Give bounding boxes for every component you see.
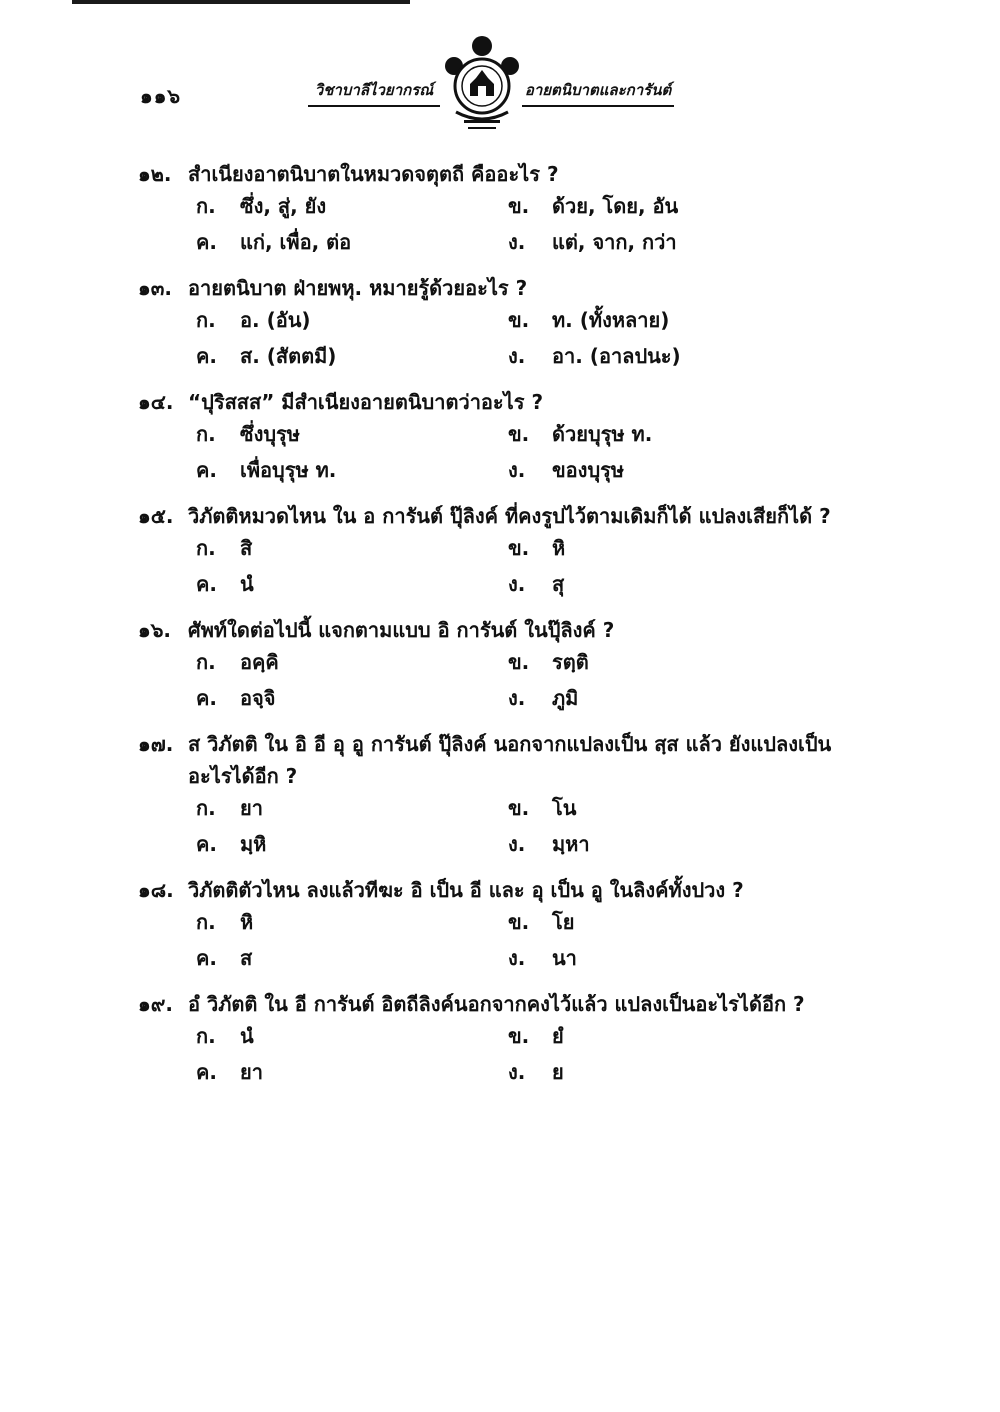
option-letter: ค. — [196, 686, 217, 710]
option — [196, 340, 508, 372]
option — [508, 682, 820, 714]
option-grid — [138, 190, 858, 258]
option-letter: ก. — [196, 796, 216, 820]
option-letter: ข. — [508, 910, 530, 934]
option — [196, 190, 508, 222]
option-letter: ก. — [196, 536, 216, 560]
option — [196, 906, 508, 938]
option — [196, 1056, 508, 1088]
option-grid — [138, 418, 858, 486]
question-text: ส วิภัตติ ใน อิ อี อุ อู การันต์ ปุ๊ลิงค์ นอกจากแปลงเป็น สฺส แล้ว ยังแปลงเป็น — [188, 732, 832, 756]
question-number: ๑๓. — [138, 276, 172, 300]
header-subject-title: วิชาบาลีไวยากรณ์ — [308, 78, 440, 107]
header-chapter-title: อายตนิบาตและการันต์ — [522, 78, 674, 107]
option-grid — [138, 906, 858, 974]
option-text: นํ — [240, 572, 254, 596]
option-text: อจฺจิ — [240, 686, 276, 710]
option — [508, 1020, 820, 1052]
option — [508, 454, 820, 486]
option-text: หิ — [240, 910, 254, 934]
option — [196, 792, 508, 824]
option-letter: ง. — [508, 832, 526, 856]
option — [196, 942, 508, 974]
option-letter: ข. — [508, 796, 530, 820]
option — [196, 532, 508, 564]
option-text: ยา — [240, 1060, 263, 1084]
option — [196, 1020, 508, 1052]
option — [508, 340, 820, 372]
question-text: วิภัตติตัวไหน ลงแล้วทีฆะ อิ เป็น อี และ อุ เป็น อู ในลิงค์ทั้งปวง ? — [188, 878, 744, 902]
option — [196, 568, 508, 600]
question-number: ๑๘. — [138, 878, 174, 902]
option-grid — [138, 1020, 858, 1088]
option — [508, 828, 820, 860]
option-letter: ง. — [508, 1060, 526, 1084]
question-text: อํ วิภัตติ ใน อี การันต์ อิตถีลิงค์นอกจากคงไว้แล้ว แปลงเป็นอะไรได้อีก ? — [188, 992, 805, 1016]
option-text: ซึ่ง, สู่, ยัง — [240, 194, 327, 218]
question-number: ๑๖. — [138, 618, 171, 642]
question-number: ๑๙. — [138, 992, 173, 1016]
option — [196, 682, 508, 714]
option-letter: ง. — [508, 458, 526, 482]
option-text: มฺหิ — [240, 832, 267, 856]
option-text: ยํ — [552, 1024, 564, 1048]
option-text: ของบุรุษ — [552, 458, 625, 482]
option — [196, 226, 508, 258]
option-text: อา. (อาลปนะ) — [552, 344, 681, 368]
question-14 — [138, 386, 858, 486]
option-text: สิ — [240, 536, 253, 560]
option-letter: ค. — [196, 1060, 217, 1084]
emblem-icon — [440, 34, 524, 134]
option-letter: ข. — [508, 650, 530, 674]
option-text: นํ — [240, 1024, 254, 1048]
question-18 — [138, 874, 858, 974]
option-letter: ก. — [196, 1024, 216, 1048]
question-text: ศัพท์ใดต่อไปนี้ แจกตามแบบ อิ การันต์ ในปุ๊ลิงค์ ? — [188, 618, 615, 642]
option-letter: ค. — [196, 572, 217, 596]
option — [508, 190, 820, 222]
question-12 — [138, 158, 858, 258]
option-text: มฺหา — [552, 832, 590, 856]
option — [508, 304, 820, 336]
option-text: สุ — [552, 572, 565, 596]
option — [196, 646, 508, 678]
question-text-continued: อะไรได้อีก ? — [188, 764, 298, 788]
page-number: ๑๑๖ — [140, 84, 182, 108]
option-letter: ก. — [196, 308, 216, 332]
question-text: สำเนียงอาตนิบาตในหมวดจตุตถี คืออะไร ? — [188, 162, 559, 186]
option-letter: ก. — [196, 422, 216, 446]
option-text: โย — [552, 910, 575, 934]
option — [508, 568, 820, 600]
option-text: ส. (สัตตมี) — [240, 344, 337, 368]
question-list — [138, 158, 858, 1102]
option — [508, 942, 820, 974]
option-grid — [138, 646, 858, 714]
page-header — [0, 0, 1000, 150]
option-letter: ข. — [508, 1024, 530, 1048]
option — [196, 454, 508, 486]
option-letter: ก. — [196, 194, 216, 218]
option — [508, 418, 820, 450]
question-text: “ปุริสสส” มีสำเนียงอายตนิบาตว่าอะไร ? — [188, 390, 544, 414]
option-letter: ง. — [508, 946, 526, 970]
option — [508, 906, 820, 938]
option-text: นา — [552, 946, 577, 970]
option-letter: ข. — [508, 194, 530, 218]
option — [508, 646, 820, 678]
option-letter: ข. — [508, 422, 530, 446]
question-text: วิภัตติหมวดไหน ใน อ การันต์ ปุ๊ลิงค์ ที่คงรูปไว้ตามเดิมก็ได้ แปลงเสียก็ได้ ? — [188, 504, 831, 528]
option-letter: ค. — [196, 458, 217, 482]
option-letter: ค. — [196, 230, 217, 254]
option-text: หิ — [552, 536, 566, 560]
question-number: ๑๗. — [138, 732, 174, 756]
option-text: ยา — [240, 796, 263, 820]
option-text: ด้วย, โดย, อัน — [552, 194, 679, 218]
question-17 — [138, 728, 858, 860]
option — [196, 418, 508, 450]
option-text: ท. (ทั้งหลาย) — [552, 308, 670, 332]
option-letter: ข. — [508, 308, 530, 332]
option-text: ส — [240, 946, 253, 970]
option-letter: ง. — [508, 344, 526, 368]
option — [196, 304, 508, 336]
option-letter: ง. — [508, 230, 526, 254]
option-text: ซึ่งบุรุษ — [240, 422, 300, 446]
option-text: อ. (อัน) — [240, 308, 311, 332]
question-number: ๑๒. — [138, 162, 172, 186]
option-letter: ง. — [508, 686, 526, 710]
question-text: อายตนิบาต ฝ่ายพหุ. หมายรู้ด้วยอะไร ? — [188, 276, 528, 300]
option-text: แก่, เพื่อ, ต่อ — [240, 230, 352, 254]
option-grid — [138, 792, 858, 860]
option-grid — [138, 304, 858, 372]
option-letter: ข. — [508, 536, 530, 560]
option-text: เพื่อบุรุษ ท. — [240, 458, 337, 482]
question-number: ๑๕. — [138, 504, 174, 528]
option-text: แต่, จาก, กว่า — [552, 230, 677, 254]
option — [508, 226, 820, 258]
option-text: ภูมิ — [552, 686, 579, 710]
option-text: โน — [552, 796, 577, 820]
question-15 — [138, 500, 858, 600]
option-letter: ง. — [508, 572, 526, 596]
option-letter: ก. — [196, 910, 216, 934]
option — [508, 792, 820, 824]
option-letter: ค. — [196, 946, 217, 970]
option-text: รตฺติ — [552, 650, 589, 674]
option-text: ด้วยบุรุษ ท. — [552, 422, 653, 446]
question-16 — [138, 614, 858, 714]
option-letter: ค. — [196, 832, 217, 856]
option-text: ย — [552, 1060, 564, 1084]
option-letter: ค. — [196, 344, 217, 368]
question-19 — [138, 988, 858, 1088]
option-letter: ก. — [196, 650, 216, 674]
option-text: อคฺคิ — [240, 650, 279, 674]
option — [508, 1056, 820, 1088]
option — [196, 828, 508, 860]
question-number: ๑๔. — [138, 390, 174, 414]
option-grid — [138, 532, 858, 600]
option — [508, 532, 820, 564]
question-13 — [138, 272, 858, 372]
